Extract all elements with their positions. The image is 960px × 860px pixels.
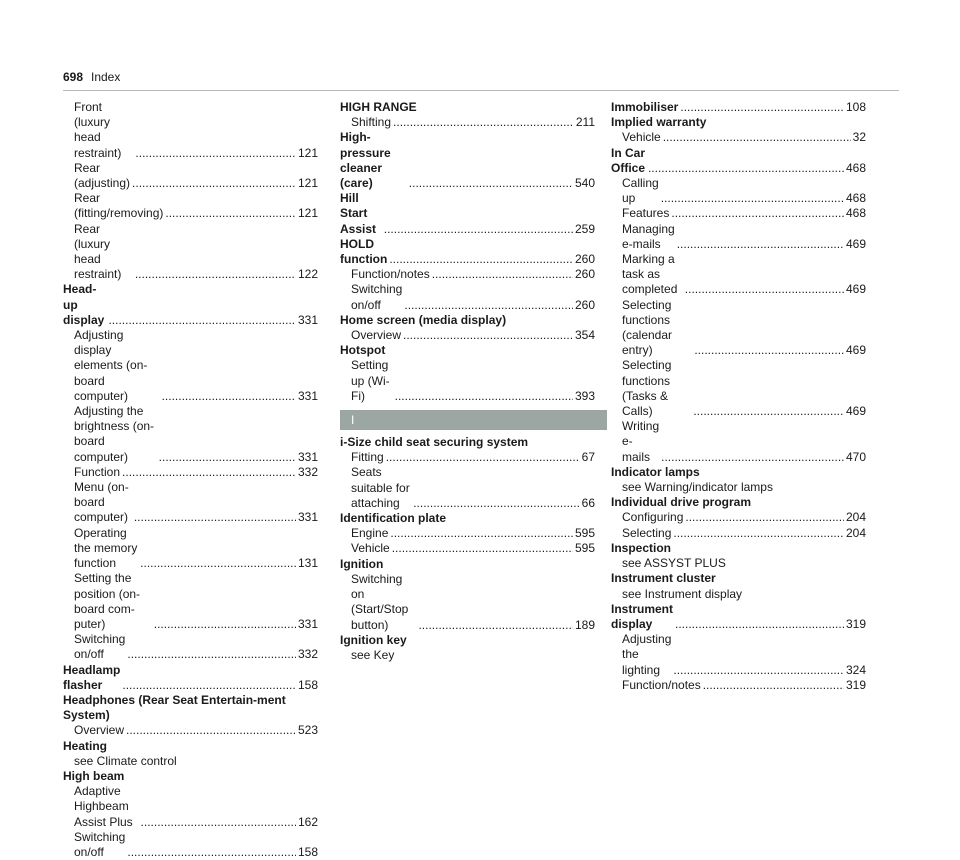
entry-label: Instrument display	[611, 601, 674, 631]
page-reference: 595	[574, 526, 595, 541]
index-subentry	[611, 526, 866, 541]
dot-leader	[661, 191, 844, 206]
page-reference: 468	[845, 191, 866, 206]
entry-label: Function/notes	[622, 677, 701, 692]
entry-label: HIGH RANGE	[340, 100, 417, 114]
dot-leader	[680, 100, 844, 115]
index-subentry	[611, 222, 866, 252]
index-term	[340, 130, 595, 191]
page-reference: 122	[297, 267, 318, 282]
index-subentry	[611, 587, 866, 602]
entry-label: Vehicle	[622, 130, 661, 145]
index-column-2	[340, 100, 595, 663]
index-term	[340, 237, 595, 267]
dot-leader	[393, 115, 574, 130]
page-reference: 332	[297, 647, 318, 662]
page-reference: 204	[845, 510, 866, 525]
entry-label: Headlamp flasher	[63, 662, 121, 692]
entry-label: Inspection	[611, 540, 672, 555]
index-subentry	[611, 358, 866, 419]
page-reference: 540	[574, 176, 595, 191]
entry-label: Immobiliser	[611, 100, 679, 114]
dot-leader	[675, 617, 844, 632]
entry-label: Setting up (Wi-Fi)	[351, 358, 390, 403]
index-term	[63, 769, 318, 784]
entry-label: Overview	[74, 723, 125, 738]
index-term	[611, 571, 866, 586]
entry-label: see Climate control	[74, 753, 177, 768]
page-reference: 595	[574, 541, 595, 556]
dot-leader	[386, 450, 580, 465]
index-term	[340, 633, 595, 648]
page-reference: 189	[574, 617, 595, 632]
entry-label: Fitting	[351, 450, 384, 465]
index-term	[611, 115, 866, 130]
index-subentry	[340, 572, 595, 633]
index-term	[611, 495, 866, 510]
page-reference: 469	[845, 343, 866, 358]
index-term	[63, 663, 318, 693]
entry-label: Ignition	[340, 556, 384, 571]
dot-leader	[162, 389, 296, 404]
page-reference: 162	[297, 814, 318, 829]
index-subentry	[63, 632, 318, 662]
entry-label: Setting the position (on-board com-puter)	[74, 571, 141, 631]
dot-leader	[122, 465, 296, 480]
page-reference: 158	[297, 677, 318, 692]
index-column-3	[611, 100, 866, 693]
page-reference: 158	[297, 844, 318, 859]
entry-label: Vehicle	[351, 541, 390, 556]
page-reference: 319	[845, 616, 866, 631]
index-term	[340, 511, 595, 526]
dot-leader	[126, 723, 296, 738]
index-term	[340, 343, 595, 358]
entry-label: Hotspot	[340, 343, 386, 358]
entry-label: Head-up display	[63, 282, 105, 327]
dot-leader	[673, 526, 844, 541]
index-term	[611, 146, 866, 176]
page-reference: 469	[845, 236, 866, 251]
index-subentry	[340, 115, 595, 130]
index-term	[63, 282, 318, 328]
index-term	[340, 313, 595, 328]
index-column-1	[63, 100, 318, 860]
index-subentry	[63, 222, 318, 283]
index-subentry	[611, 298, 866, 359]
index-subentry	[611, 206, 866, 221]
dot-leader	[685, 282, 844, 297]
dot-leader	[390, 526, 573, 541]
section-letter-bar: I	[340, 410, 607, 430]
page-number: 698	[63, 70, 84, 84]
page-label: Index	[91, 70, 121, 84]
index-subentry	[611, 252, 866, 298]
dot-leader	[648, 161, 844, 176]
entry-label: Function	[74, 464, 121, 479]
entry-label: Shifting	[351, 115, 392, 130]
page-reference: 331	[297, 616, 318, 631]
page-header	[63, 66, 899, 91]
page-reference: 331	[297, 312, 318, 327]
page-reference: 131	[297, 556, 318, 571]
page-reference: 469	[845, 282, 866, 297]
page-reference: 260	[574, 252, 595, 267]
index-subentry	[611, 510, 866, 525]
dot-leader	[127, 845, 296, 860]
dot-leader	[384, 222, 573, 237]
index-term	[63, 693, 318, 723]
entry-label: Selecting	[622, 525, 672, 540]
index-subentry	[611, 678, 866, 693]
dot-leader	[418, 618, 573, 633]
index-subentry	[63, 754, 318, 769]
entry-label: Ignition key	[340, 632, 407, 647]
index-subentry	[63, 784, 318, 830]
index-subentry	[63, 480, 318, 526]
entry-label: High beam	[63, 768, 125, 783]
dot-leader	[127, 647, 296, 662]
entry-label: Overview	[351, 328, 402, 343]
page-reference: 121	[297, 176, 318, 191]
dot-leader	[141, 815, 296, 830]
entry-label: Configuring	[622, 510, 684, 525]
dot-leader	[389, 252, 573, 267]
index-term	[63, 739, 318, 754]
entry-label: Implied warranty	[611, 115, 707, 130]
page-reference: 259	[574, 221, 595, 236]
entry-label: Adaptive Highbeam Assist Plus	[74, 784, 133, 829]
entry-label: Switching on/off	[74, 632, 126, 662]
page-reference: 319	[845, 677, 866, 692]
entry-label: Rear (fitting/removing)	[74, 191, 164, 221]
dot-leader	[165, 206, 296, 221]
dot-leader	[409, 176, 573, 191]
dot-leader	[404, 298, 573, 313]
index-term	[611, 100, 866, 115]
entry-label: see ASSYST PLUS	[622, 556, 726, 571]
entry-label: see Instrument display	[622, 586, 743, 601]
dot-leader	[140, 556, 296, 571]
dot-leader	[671, 206, 844, 221]
entry-label: see Warning/indicator lamps	[622, 480, 773, 495]
page-reference: 354	[574, 328, 595, 343]
dot-leader	[135, 146, 296, 161]
entry-label: Identification plate	[340, 511, 447, 526]
entry-label: Selecting functions (calendar entry)	[622, 297, 673, 358]
page-reference: 468	[845, 160, 866, 175]
dot-leader	[685, 510, 844, 525]
entry-label: Home screen (media display)	[340, 312, 507, 327]
dot-leader	[703, 678, 844, 693]
entry-label: Seats suitable for attaching	[351, 465, 410, 510]
page-reference: 121	[297, 145, 318, 160]
page-reference: 211	[575, 115, 595, 130]
entry-label: High-pressure cleaner (care)	[340, 130, 391, 191]
index-subentry	[63, 404, 318, 465]
page-reference: 260	[574, 297, 595, 312]
page-reference: 331	[297, 510, 318, 525]
page-reference: 260	[574, 267, 595, 282]
index-subentry	[611, 176, 866, 206]
page-reference: 66	[581, 495, 595, 510]
entry-label: Front (luxury head restraint)	[74, 100, 122, 160]
entry-label: see Key	[351, 647, 395, 662]
page-reference: 331	[297, 449, 318, 464]
index-subentry	[340, 358, 595, 404]
entry-label: Hill Start Assist	[340, 191, 377, 236]
entry-label: Switching on (Start/Stop button)	[351, 571, 409, 632]
entry-label: HOLD function	[340, 236, 388, 267]
index-subentry	[340, 541, 595, 556]
entry-label: Heating	[63, 738, 108, 753]
index-subentry	[340, 328, 595, 343]
index-term	[340, 557, 595, 572]
page-reference: 32	[852, 130, 866, 145]
page-reference: 331	[297, 388, 318, 403]
dot-leader	[159, 450, 296, 465]
dot-leader	[432, 267, 573, 282]
index-subentry	[63, 830, 318, 860]
entry-label: Adjusting the brightness (on-board computer)	[74, 404, 155, 464]
entry-label: Headphones (Rear Seat Entertain-ment System)	[63, 692, 286, 723]
dot-leader	[122, 678, 296, 693]
page-reference: 204	[845, 525, 866, 540]
dot-leader	[108, 313, 296, 328]
entry-label: Switching on/off	[74, 829, 126, 859]
entry-label: Switching on/off	[351, 282, 403, 312]
entry-label: Individual drive program	[611, 495, 752, 510]
page-reference: 393	[574, 388, 595, 403]
dot-leader	[154, 617, 296, 632]
dot-leader	[132, 176, 296, 191]
dot-leader	[673, 663, 844, 678]
index-subentry	[611, 632, 866, 678]
entry-label: Instrument cluster	[611, 571, 716, 586]
index-subentry	[63, 328, 318, 404]
index-subentry	[340, 450, 595, 465]
entry-label: i-Size child seat securing system	[340, 435, 529, 450]
entry-label: Selecting functions (Tasks & Calls)	[622, 358, 672, 419]
entry-label: In Car Office	[611, 145, 646, 175]
dot-leader	[694, 343, 844, 358]
index-term	[340, 435, 595, 450]
index-subentry	[611, 480, 866, 495]
dot-leader	[135, 267, 296, 282]
page-reference: 67	[581, 450, 595, 465]
entry-label: Writing e-mails	[622, 419, 660, 464]
entry-label: Operating the memory function	[74, 525, 138, 571]
dot-leader	[661, 450, 844, 465]
entry-label: Features	[622, 206, 670, 221]
dot-leader	[392, 541, 573, 556]
index-subentry	[63, 100, 318, 161]
entry-label: Adjusting display elements (on-board computer)	[74, 328, 148, 403]
index-subentry	[340, 282, 595, 312]
page-reference: 121	[297, 206, 318, 221]
entry-label: Calling up	[622, 176, 659, 206]
dot-leader	[663, 130, 851, 145]
entry-label: Adjusting the lighting	[622, 632, 672, 677]
entry-label: Rear (adjusting)	[74, 160, 131, 191]
index-subentry	[340, 526, 595, 541]
index-subentry	[611, 419, 866, 465]
page-reference: 469	[845, 404, 866, 419]
index-term	[340, 191, 595, 237]
index-subentry	[63, 571, 318, 632]
index-subentry	[340, 465, 595, 511]
index-subentry	[611, 130, 866, 145]
page-reference: 523	[297, 723, 318, 738]
index-term	[611, 602, 866, 632]
index-term	[611, 465, 866, 480]
page-reference: 332	[297, 464, 318, 479]
page-reference: 108	[845, 100, 866, 114]
entry-label: Engine	[351, 526, 389, 541]
index-term	[611, 541, 866, 556]
page-reference: 470	[845, 449, 866, 464]
entry-label: Marking a task as completed	[622, 252, 678, 297]
index-term	[340, 100, 595, 115]
dot-leader	[134, 510, 296, 525]
entry-label: Function/notes	[351, 267, 430, 282]
dot-leader	[677, 237, 844, 252]
index-subentry	[63, 191, 318, 221]
index-subentry	[63, 723, 318, 738]
index-subentry	[340, 267, 595, 282]
entry-label: Indicator lamps	[611, 464, 700, 479]
index-subentry	[611, 556, 866, 571]
page-reference: 324	[845, 662, 866, 677]
page-reference: 468	[845, 206, 866, 221]
index-subentry	[63, 465, 318, 480]
index-subentry	[63, 161, 318, 191]
entry-label: Rear (luxury head restraint)	[74, 221, 122, 282]
dot-leader	[693, 404, 844, 419]
entry-label: Menu (on-board computer)	[74, 480, 129, 525]
dot-leader	[395, 389, 573, 404]
index-subentry	[340, 648, 595, 663]
dot-leader	[413, 496, 579, 511]
entry-label: Managing e-mails	[622, 221, 675, 251]
dot-leader	[403, 328, 573, 343]
